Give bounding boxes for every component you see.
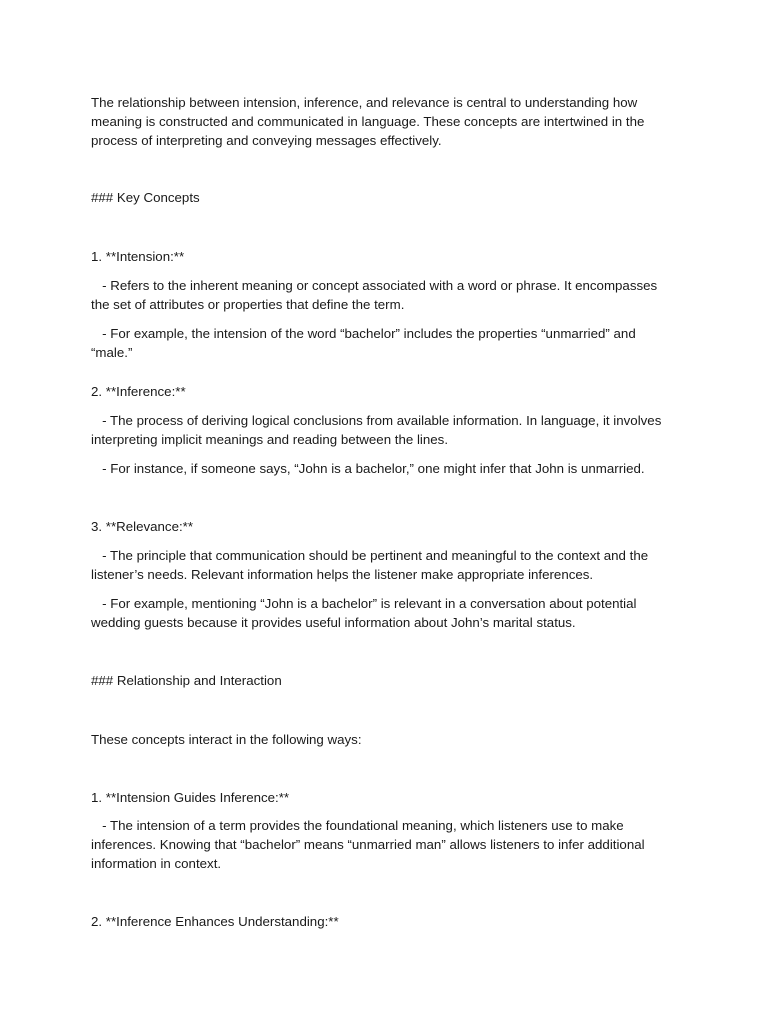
interaction2-title: 2. **Inference Enhances Understanding:** [91,914,339,929]
interaction1-text: - The intension of a term provides the foundational meaning, which listeners use to make inferences. Knowing that “bachelor” means “unmarried man” allows listeners to infer additional information in context. [91,818,649,871]
item1-definition: - Refers to the inherent meaning or concept associated with a word or phrase. It encompasses the set of attributes or properties that define the term. [91,278,661,312]
heading-key-concepts: ### Key Concepts [91,190,200,205]
item3-title: 3. **Relevance:** [91,519,194,534]
item3-example: - For example, mentioning “John is a bachelor” is relevant in a conversation about potential wedding guests because it provides useful information about John’s marital status. [91,596,641,630]
item2-example: - For instance, if someone says, “John is a bachelor,” one might infer that John is unmarried. [91,461,645,476]
interaction-intro: These concepts interact in the following ways: [91,732,362,747]
item3-definition: - The principle that communication should be pertinent and meaningful to the context and the listener’s needs. Relevant information helps the listener make appropriate inferences. [91,548,652,582]
item2-title: 2. **Inference:** [91,384,186,399]
heading-relationship: ### Relationship and Interaction [91,673,282,688]
item1-title: 1. **Intension:** [91,249,185,264]
item2-definition: - The process of deriving logical conclusions from available information. In language, it involves interpreting implicit meanings and reading between the lines. [91,413,666,447]
intro-paragraph: The relationship between intension, inference, and relevance is central to understanding how meaning is constructed and communicated in language. These concepts are intertwined in the process of interpreting and conveying messages effectively. [91,95,645,148]
interaction1-title: 1. **Intension Guides Inference:** [91,790,290,805]
item1-example: - For example, the intension of the word “bachelor” includes the properties “unmarried” and “male.” [91,326,640,360]
